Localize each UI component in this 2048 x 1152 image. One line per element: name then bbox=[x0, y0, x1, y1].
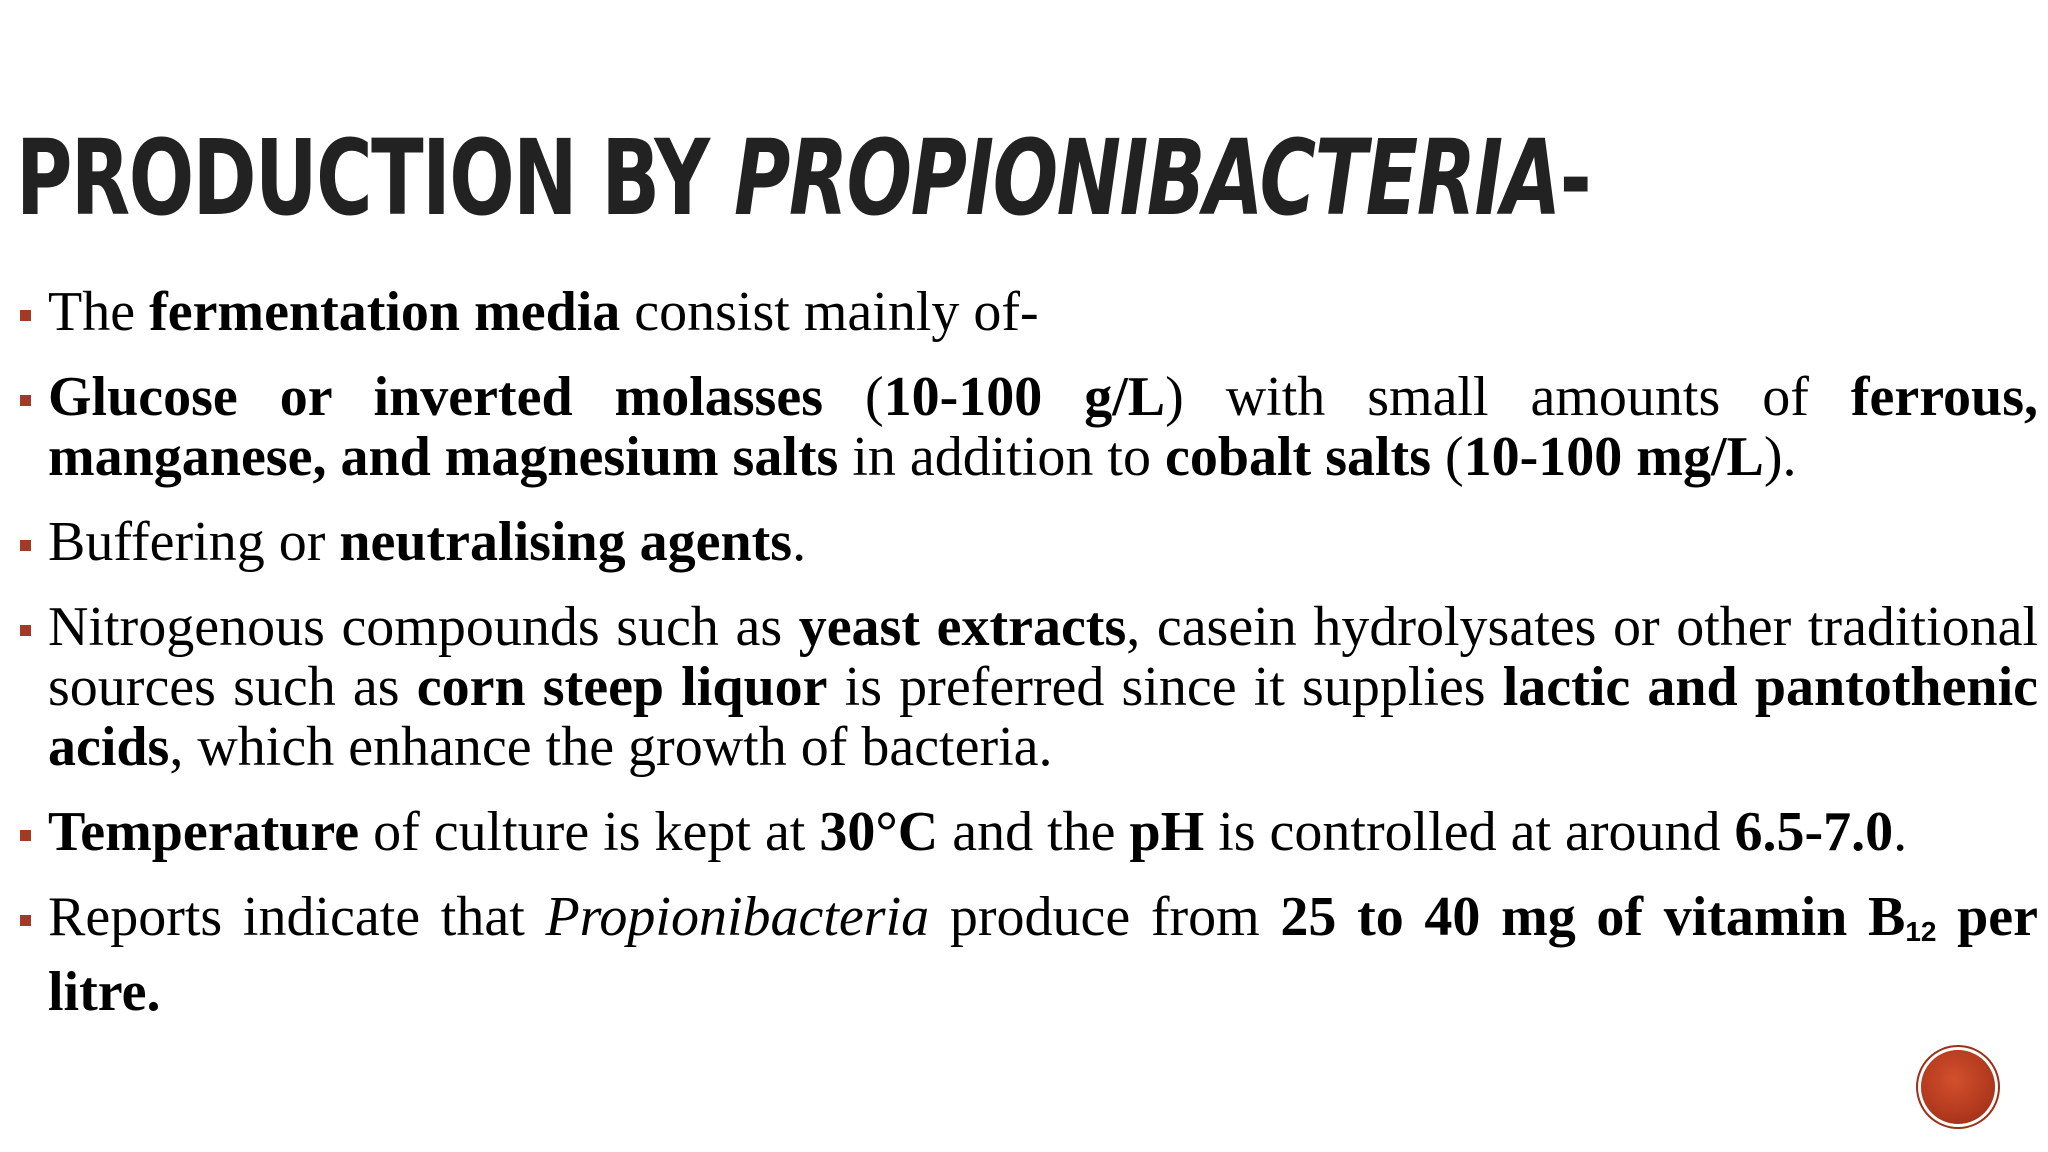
slide-number-badge-icon bbox=[1921, 1050, 1995, 1124]
bullet-text: of culture is kept at bbox=[359, 801, 820, 863]
bullet-bold-text: Glucose or inverted molasses bbox=[48, 366, 823, 428]
bullet-bold-text: Temperature bbox=[48, 801, 360, 863]
title-italic: PROPIONIBACTERIA bbox=[733, 117, 1560, 239]
bullet-text: and the bbox=[938, 801, 1130, 863]
bullet-list bbox=[48, 282, 2038, 1047]
bullet-text: , casein hydrolysates or other traditional sources such as bbox=[48, 596, 2039, 718]
bullet-text: produce from bbox=[929, 886, 1281, 948]
bullet-bold-text: per litre. bbox=[48, 886, 2039, 1023]
bullet-bold-text: ferrous, manganese, and magnesium salts bbox=[48, 366, 2038, 488]
bullet-vitamin-yield bbox=[48, 887, 2038, 1022]
bullet-italic-text: Propionibacteria bbox=[545, 886, 930, 948]
bullet-text: Nitrogenous compounds such as bbox=[48, 596, 799, 658]
bullet-text: ( bbox=[822, 366, 884, 428]
bullet-text: ). bbox=[1763, 426, 1797, 488]
bullet-nitrogenous-compounds bbox=[48, 597, 2038, 777]
bullet-bold-text: 10-100 mg/L bbox=[1463, 426, 1764, 488]
title-suffix: - bbox=[1559, 117, 1591, 239]
bullet-text: is preferred since it supplies bbox=[827, 656, 1503, 718]
vitamin-subscript: 12 bbox=[1905, 916, 1937, 947]
bullet-text: . bbox=[792, 511, 807, 573]
bullet-bold-text: pH bbox=[1129, 801, 1205, 863]
bullet-text: ( bbox=[1430, 426, 1464, 488]
bullet-bold-text: fermentation media bbox=[149, 281, 621, 343]
bullet-bold-text: 6.5-7.0 bbox=[1734, 801, 1894, 863]
bullet-fermentation-media bbox=[48, 282, 2038, 342]
bullet-temperature-ph bbox=[48, 802, 2038, 862]
bullet-text: . bbox=[1893, 801, 1908, 863]
bullet-bold-text: 10-100 g/L bbox=[883, 366, 1166, 428]
bullet-glucose-molasses bbox=[48, 367, 2038, 487]
bullet-buffering-agents bbox=[48, 512, 2038, 572]
bullet-text: Reports indicate that bbox=[48, 886, 546, 948]
bullet-bold-text: corn steep liquor bbox=[416, 656, 828, 718]
bullet-text: is controlled at around bbox=[1204, 801, 1735, 863]
bullet-text: ) with small amounts of bbox=[1165, 366, 1851, 428]
bullet-bold-text: neutralising agents bbox=[339, 511, 793, 573]
bullet-bold-text: lactic and pantothenic acids bbox=[48, 656, 2038, 778]
bullet-text: Buffering or bbox=[48, 511, 340, 573]
bullet-text: The bbox=[48, 281, 150, 343]
slide-title bbox=[16, 118, 1590, 238]
bullet-bold-text: cobalt salts bbox=[1164, 426, 1431, 488]
bullet-bold-text: yeast extracts bbox=[798, 596, 1127, 658]
bullet-text: consist mainly of- bbox=[620, 281, 1039, 343]
bullet-text: in addition to bbox=[838, 426, 1165, 488]
bullet-bold-text: 30°C bbox=[819, 801, 939, 863]
bullet-text: , which enhance the growth of bacteria. bbox=[169, 716, 1053, 778]
bullet-bold-text: 25 to 40 mg of vitamin B bbox=[1280, 886, 1906, 948]
title-main: PRODUCTION BY bbox=[16, 117, 734, 239]
